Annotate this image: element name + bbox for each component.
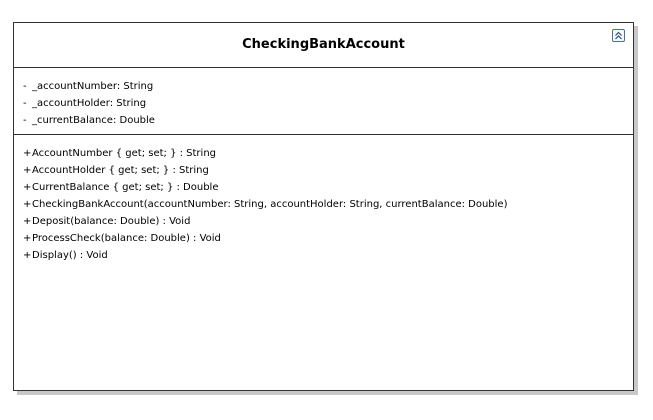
- method-row[interactable]: [23, 247, 633, 264]
- uml-class-box[interactable]: [13, 22, 634, 391]
- visibility-marker: -: [23, 98, 27, 109]
- method-signature: AccountNumber { get; set; } : String: [32, 148, 216, 159]
- visibility-marker: +: [23, 233, 32, 244]
- visibility-marker: +: [23, 148, 32, 159]
- visibility-marker: -: [23, 81, 27, 92]
- method-signature: Deposit(balance: Double) : Void: [32, 216, 191, 227]
- field-row[interactable]: [23, 112, 633, 129]
- class-name[interactable]: CheckingBankAccount: [242, 37, 405, 52]
- class-header: [14, 23, 633, 68]
- method-signature: ProcessCheck(balance: Double) : Void: [32, 233, 221, 244]
- field-signature: _accountNumber: String: [32, 81, 154, 92]
- methods-compartment: [14, 135, 633, 264]
- method-signature: CheckingBankAccount(accountNumber: String, accountHolder: String, currentBalance: Double): [32, 199, 508, 210]
- field-row[interactable]: [23, 95, 633, 112]
- visibility-marker: +: [23, 182, 32, 193]
- collapse-button[interactable]: [612, 29, 625, 42]
- method-row[interactable]: [23, 162, 633, 179]
- method-signature: Display() : Void: [32, 250, 108, 261]
- field-signature: _accountHolder: String: [32, 98, 147, 109]
- method-row[interactable]: [23, 179, 633, 196]
- field-signature: _currentBalance: Double: [32, 115, 155, 126]
- visibility-marker: +: [23, 216, 32, 227]
- method-signature: CurrentBalance { get; set; } : Double: [32, 182, 219, 193]
- visibility-marker: +: [23, 250, 32, 261]
- method-row[interactable]: [23, 230, 633, 247]
- fields-compartment: [14, 68, 633, 135]
- visibility-marker: +: [23, 199, 32, 210]
- field-row[interactable]: [23, 78, 633, 95]
- method-row[interactable]: [23, 196, 633, 213]
- method-row[interactable]: [23, 213, 633, 230]
- visibility-marker: +: [23, 165, 32, 176]
- method-signature: AccountHolder { get; set; } : String: [32, 165, 209, 176]
- method-row[interactable]: [23, 145, 633, 162]
- visibility-marker: -: [23, 115, 27, 126]
- chevron-double-up-icon: [614, 31, 623, 40]
